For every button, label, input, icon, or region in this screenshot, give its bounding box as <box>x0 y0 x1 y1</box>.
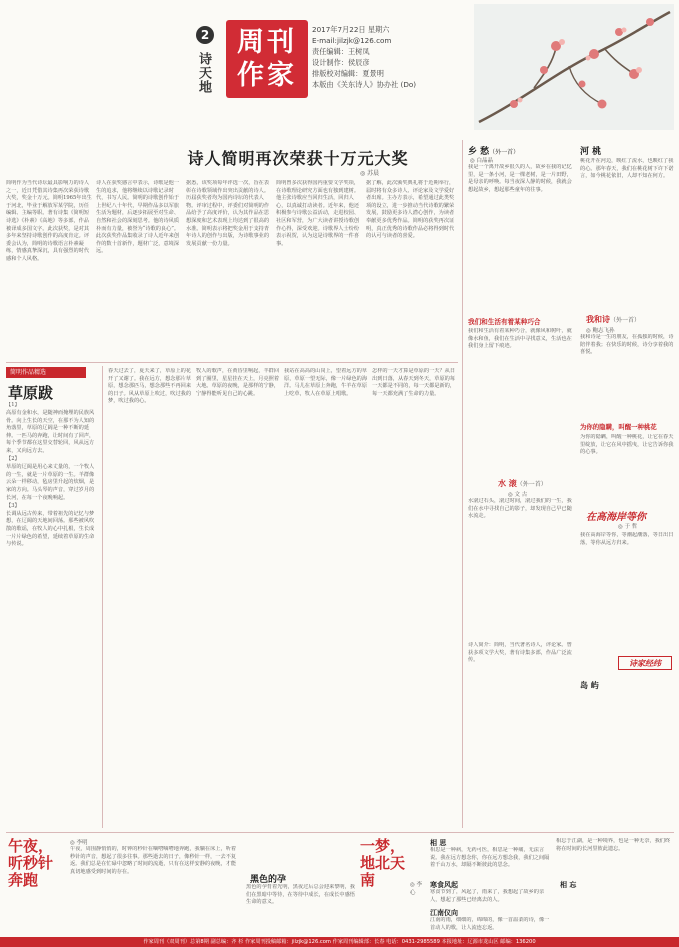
bottom-right-title-1: 相 思 <box>430 838 447 847</box>
main-headline: 诗人简明再次荣获十万元大奖 <box>187 149 409 168</box>
proofreader-credit: 排版校对编辑：夏景明 <box>312 69 384 78</box>
bottom-center-byline: ◎ 李 心 <box>410 882 423 896</box>
page-number-badge: 2 <box>196 26 214 44</box>
contact-email: E-mail:jilzjk@126.com <box>312 36 392 45</box>
right-text-5: 为你的隐瞒，叫醒一种桃花，让它在春天里绽放，让它在风中摇曳，让它告诉你我的心事。 <box>580 434 674 456</box>
masthead <box>0 0 679 132</box>
main-article-col-5: 据了解，此次颁奖典礼将于近期举行，届时将有众多诗人、评论家及文学爱好者出席。主办方表示，希望通过此类奖项的设立，进一步推动当代诗歌的繁荣发展，鼓励更多诗人潜心创作，为读者奉献更多优秀作品。简明的获奖再次证明，真正优秀的诗歌作品必将得到时代的认可与读者的喜爱。 <box>366 180 455 240</box>
main-byline: ◎ 苏晨 <box>360 170 380 177</box>
bottom-right-text-2: 寒食节到了，风起了，雨来了，我想起了故乡的亲人，想起了那些已经离去的人。 <box>430 889 545 903</box>
right-text-8: 诗人简介：简明，当代著名诗人，评论家。曾获多项文学大奖，著有诗集多部，作品广泛流传。 <box>468 642 572 664</box>
bottom-right-title-2: 寒食风起 <box>430 880 458 889</box>
issue-date: 2017年7月22日 星期六 <box>312 25 390 34</box>
editor-credit: 责任编辑：王树凤 <box>312 47 370 56</box>
right-text-7: 我在高海岸等你，等潮起潮落，等日出日落，等你从远方归来。 <box>580 532 674 546</box>
right-text-3: 我和诗是一生的朋友，在孤独的时候，诗陪伴着我；在快乐的时候，诗分享着我的喜悦。 <box>580 334 674 356</box>
bottom-left-title-vertical: 午夜，听秒针奔跑 <box>8 837 54 889</box>
right-byline-6: ◎ 文 古 <box>508 492 528 498</box>
right-byline-7: ◎ 于 哲 <box>618 524 638 530</box>
blossom-branch-illustration <box>474 4 674 130</box>
divider-right <box>462 140 463 828</box>
poem-col-3: 我站在高高的山岗上，望着远方的草原，草原一望无际，像一片绿色的海洋。马儿在草原上奔跑，牛羊在草原上吃草，牧人在草原上唱歌。 <box>284 368 368 397</box>
main-article-col-4: 简明曾多次获得国内重要文学奖项，在诗歌理论研究方面也有独到建树。他主张诗歌应当回归生活，回归人心，以真诚打动读者。近年来，他还积极参与诗歌公益活动，走进校园、社区和军营，为广大读者讲授诗歌创作心得，深受欢迎。诗歌界人士纷纷表示祝贺，认为这是诗歌界的一件喜事。 <box>276 180 360 247</box>
bottom-center-text: 黑色的孕育着光明，黑夜过后总会迎来黎明，我们在黑暗中等待，在等待中成长，在成长中感悟生命的意义。 <box>246 884 355 906</box>
co-organizer-credit: 本版由《关东诗人》协办社 (Do) <box>312 80 417 89</box>
right-header-7: 在高海岸等你 <box>586 512 646 523</box>
logo-text: 周刊作家 <box>237 27 297 91</box>
bottom-right-text-1: 相思是一种病，无药可医，相思是一种痛，无法言说。我在远方想念你，你在远方想念我，我们之间隔着千山万水，却隔不断彼此的思念。 <box>430 847 550 869</box>
right-byline-3: ◎ 鲍志飞孙 <box>586 328 615 334</box>
right-header-8: 岛 屿 <box>580 680 599 690</box>
main-article-col-1: 简明作为当代诗坛最具影响力的诗人之一，近日凭借其诗集再次荣获诗歌大奖，奖金十万元。简明1965年出生于河北，毕业于解放军某学院，历任编辑、主编等职。著有诗集《简明短诗选》《朴素》《高地》等多部，作品被译成多国文字。此次获奖，是对其多年来坚持诗歌创作的高度肯定。评委会认为，简明的诗歌语言朴素凝练，情感真挚深沉，具有强烈的时代感和个人风格。 <box>6 180 92 262</box>
right-header-3: 我和诗（外一首） <box>586 314 641 324</box>
main-article-col-3: 据悉，该奖项每年评选一次，旨在表彰在诗歌领域作出突出贡献的诗人。历届获奖者均为国内诗坛的代表人物。评审过程中，评委们对简明的作品给予了高度评价，认为其作品在思想深度和艺术表现上均达到了很高的水准。简明表示将把奖金用于支持青年诗人的创作与出版，为诗歌事业的发展贡献一份力量。 <box>186 180 270 247</box>
right-text-4: 我们和生活有着某种巧合，就像风和树叶，就像水和鱼，我们在生活中寻找意义，生活也在我们身上留下痕迹。 <box>468 328 572 350</box>
poem-col-4: 怎样的一天才算是草原的一天？从日出到日落，从春天到冬天，草原的每一天都是不同的，每一天都是新的，每一天都充满了生命的力量。 <box>372 368 456 397</box>
right-text-6: 水滚过石头，滚过时间，滚过我们的一生，我们在水中寻找自己的影子，却发现自己早已随水流走。 <box>468 498 572 520</box>
bottom-right-text-4: 相忘于江湖，是一种境界，也是一种无奈，我们终将在时间的长河里彼此遗忘。 <box>556 838 671 852</box>
right-header-4: 我们和生活有着某种巧合 <box>468 318 541 326</box>
footer-bar: 作家周刊（双周刊）总第8期 副总编：齐 杉 作家周刊投稿邮箱：jilzjk@126.com 作家周刊编辑部：长春 电话：0431-2985589 本报地址：辽源市龙山区 邮编：136200 <box>0 937 679 947</box>
right-logo-2: 诗家经纬 <box>618 656 672 670</box>
bottom-center-title-vertical: 一梦，地北天南 <box>360 837 406 889</box>
left-section-title: 草原跋 <box>8 384 54 402</box>
poem-col-2: 牧人的歌声，在黄昏里响起，羊群回到了圈里，星星挂在天上，月亮照着大地。草原的夜晚，是那样的宁静，宁静得能听见自己的心跳。 <box>196 368 280 397</box>
bottom-right-text-3: 江南的雨，细细的，绵绵的，像一首温柔的诗，像一首动人的歌，让人流连忘返。 <box>430 917 550 931</box>
right-byline-1: ◎ 白晶晶 <box>470 158 494 164</box>
designer-credit: 设计制作：侯辰彦 <box>312 58 370 67</box>
main-article-col-2: 诗人在获奖感言中表示，诗歌是他一生的追求，他将继续以诗歌记录时代，书写人民。简明的诗歌创作始于上世纪八十年代，早期作品多以军旅生活为题材，后逐步拓展至对生命、自然和社会的深刻思考。他的诗风质朴而有力量，被誉为“诗歌的良心”。此次获奖作品集收录了诗人近年来创作的数十首新作，题材广泛，意境深远。 <box>96 180 180 255</box>
left-section-body: 【1】 高原有金和水，是随神而掩埋的民族风骨。向上生长的天空，在那不为人知的角落里，草原的辽阔是一种不断的延伸。一匹马的奔跑，让时间有了回声，每个季节都在这里交替轮回，风从远方来，又向远方去。 【2】 草原的辽阔是用心来丈量的，一个牧人的一生，就是一片草原的一生。羊群像云朵一样移动，毡房里升起的炊烟，是家的方向。马头琴的声音，穿过岁月的长河，在每一个夜晚响起。 【3】 长调从远古传来，带着祖先的记忆与梦想，在辽阔的天地间回荡。那些被风吹散的歌谣，在牧人的心中扎根，生长成一片片绿色的希望，延续着草原的生命与传说。 <box>6 402 98 832</box>
masthead-info <box>312 24 462 90</box>
sub-heading: 【2】 <box>6 456 20 463</box>
bottom-right-title-3: 江南仪向 <box>430 908 458 917</box>
right-text-2: 桃花开在河边，映红了流水，也映红了我的心。那年春天，我们在桃花树下许下诺言，如今桃花依旧，人却不知在何方。 <box>580 158 674 180</box>
poem-col-1: 春天过去了，夏天来了，草原上的花开了又谢了。我在远方，想念那片草原，想念那匹马，想念那些不再回来的日子。风从草原上吹过，吹过我的梦，吹过我的心。 <box>108 368 192 405</box>
right-header-1: 乡 愁（外一首） <box>468 147 520 157</box>
right-text-1: 我是一个离开故乡很久的人，故乡在我的记忆里，是一条小河，是一棵老树，是一片田野，是母亲的呼唤。每当夜深人静的时候，我就会想起故乡，想起那些童年的往事。 <box>468 164 572 193</box>
right-header-2: 河 桃 <box>580 147 602 157</box>
logo-block <box>226 20 308 98</box>
divider-bottom-band <box>6 832 674 833</box>
bottom-left-byline: ◎ 李明 <box>70 840 88 846</box>
right-header-6: 水 滚（外一首） <box>498 478 547 488</box>
divider-main-bottom <box>6 362 458 363</box>
sub-heading: 【1】 <box>6 402 20 408</box>
bottom-center-title: 黑色的孕 <box>250 875 287 885</box>
sub-heading: 【3】 <box>6 502 20 509</box>
section-tag: 简明作品精选 <box>6 367 86 378</box>
right-column <box>468 140 674 828</box>
divider-left <box>102 366 103 828</box>
section-title-vertical: 诗天地 <box>196 52 211 94</box>
bottom-left-text: 午夜，周围静悄悄的，时钟的秒针在嘀嗒嘀嗒地奔跑，我躺在床上，听着秒针的声音，想起了很多往事。那些逝去的日子，像秒针一样，一去不复返。我们总是在忙碌中忽略了时间的流逝，只有在这样安静的夜晚，才能真切地感受到时间的存在。 <box>70 846 237 875</box>
right-header-5: 为你的隐瞒，叫醒一种桃花 <box>580 423 657 431</box>
bottom-right-title-4: 相 忘 <box>560 880 577 889</box>
